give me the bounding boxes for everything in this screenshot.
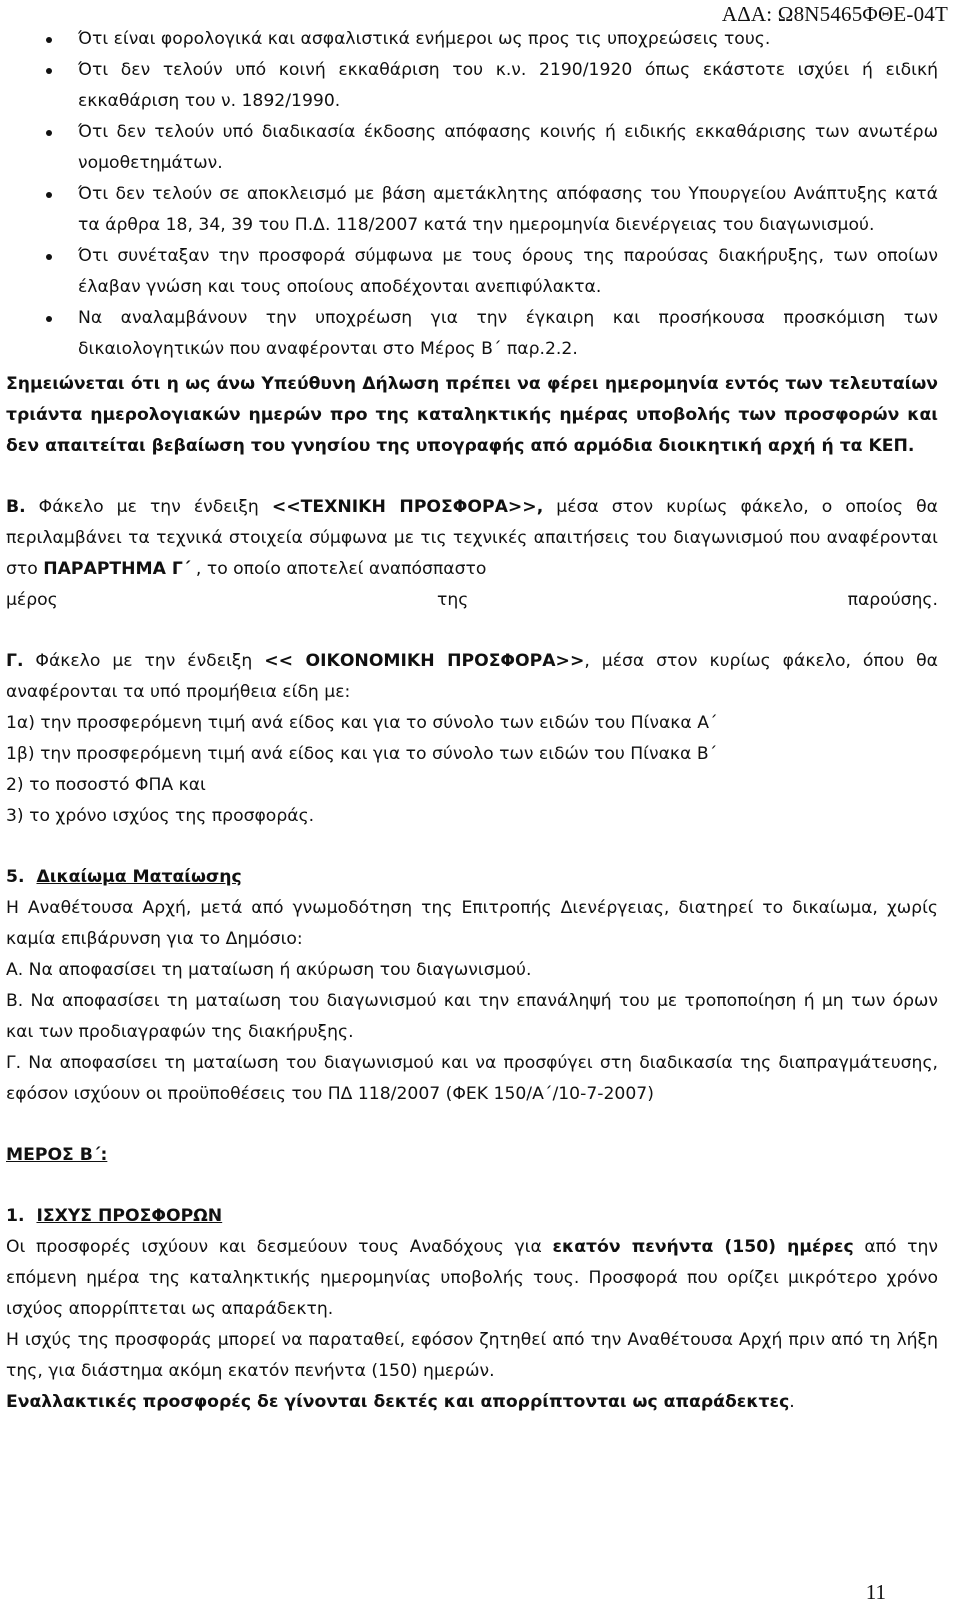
ada-code: ΑΔΑ: Ω8Ν5465ΦΘΕ-04Τ (721, 2, 948, 26)
price-item: 1β) την προσφερόμενη τιμή ανά είδος και για το σύνολο των ειδών του Πίνακα Β΄ (6, 744, 718, 764)
alternatives-paragraph (6, 1387, 938, 1418)
notice-paragraph: Σημειώνεται ότι η ως άνω Υπεύθυνη Δήλωση πρέπει να φέρει ημερομηνία εντός των τελευταίων τριάντα ημερολογιακών ημερών προ της καταληκτικής ημέρας υποβολής των προσφορών και δεν απαιτείται βεβαίωση του γνησίου της υπογραφής από αρμόδια διοικητική αρχή ή τα ΚΕΠ. (6, 374, 938, 456)
validity-text: Οι προσφορές ισχύουν και δεσμεύουν τους Αναδόχους για (6, 1237, 553, 1257)
last-line-word: παρούσης. (847, 590, 938, 610)
section-title: Δικαίωμα Ματαίωσης (36, 867, 242, 887)
part-b-heading: ΜΕΡΟΣ Β΄: (6, 1145, 108, 1165)
bullet-item: Να αναλαμβάνουν την υποχρέωση για την έγκαιρη και προσήκουσα προσκόμιση των δικαιολογητικών που αναφέρονται στο Μέρος Β΄ παρ.2.2. (6, 303, 938, 365)
last-line-word: της (437, 590, 469, 610)
section-b-text: Φάκελο με την ένδειξη (25, 497, 272, 517)
validity-paragraph (6, 1232, 938, 1325)
section-b-text: , το οποίο αποτελεί αναπόσπαστο (190, 559, 487, 579)
section-number: 1. (6, 1206, 25, 1226)
alternatives-text: Εναλλακτικές προσφορές δε γίνονται δεκτές και απορρίπτονται ως απαράδεκτες (6, 1392, 790, 1412)
bullet-item: Ότι δεν τελούν υπό κοινή εκκαθάριση του κ.ν. 2190/1920 όπως εκάστοτε ισχύει ή ειδική εκκαθάριση του ν. 1892/1990. (6, 55, 938, 117)
alternatives-end: . (789, 1392, 795, 1412)
section-c-tag: << ΟΙΚΟΝΟΜΙΚΗ ΠΡΟΣΦΟΡΑ>> (264, 651, 585, 671)
section-5-intro: Η Αναθέτουσα Αρχή, μετά από γνωμοδότηση της Επιτροπής Διενέργειας, διατηρεί το δικαίωμα, χωρίς καμία επιβάρυνση για το Δημόσιο: (6, 898, 938, 949)
bullet-item: Ότι δεν τελούν σε αποκλεισμό με βάση αμετάκλητης απόφασης του Υπουργείου Ανάπτυξης κατά τα άρθρα 18, 34, 39 του Π.Δ. 118/2007 κατά την ημερομηνία διενέργειας του διαγωνισμού. (6, 179, 938, 241)
validity-item: 3) το χρόνο ισχύος της προσφοράς. (6, 806, 315, 826)
section-5-item: Β. Να αποφασίσει τη ματαίωση του διαγωνισμού και την επανάληψή του με τροποποίηση ή μη των όρων και των προδιαγραφών της διακήρυξης. (6, 991, 938, 1042)
section-5-heading (6, 862, 938, 893)
vat-item: 2) το ποσοστό ΦΠΑ και (6, 775, 206, 795)
section-5-item: Α. Να αποφασίσει τη ματαίωση ή ακύρωση του διαγωνισμού. (6, 960, 532, 980)
extension-paragraph: Η ισχύς της προσφοράς μπορεί να παραταθεί, εφόσον ζητηθεί από την Αναθέτουσα Αρχή πριν από τη λήξη της, για διάστημα ακόμη εκατόν πενήντα (150) ημερών. (6, 1330, 938, 1381)
price-item: 1α) την προσφερόμενη τιμή ανά είδος και για το σύνολο των ειδών του Πίνακα Α΄ (6, 713, 718, 733)
section-c-text: , μέσα στον κυρίως φάκελο, όπου θα αναφέρονται τα υπό προμήθεια είδη με: (6, 651, 938, 702)
section-5-item: Γ. Να αποφασίσει τη ματαίωση του διαγωνισμού και να προσφύγει στη διαδικασία της διαπραγμάτευσης, εφόσον ισχύουν οι προϋποθέσεις του ΠΔ 118/2007 (ΦΕΚ 150/Α΄/10-7-2007) (6, 1053, 938, 1104)
section-c-label: Γ. (6, 651, 24, 671)
section-c-text: Φάκελο με την ένδειξη (23, 651, 265, 671)
declaration-bullet-list (6, 24, 938, 365)
bullet-item: Ότι είναι φορολογικά και ασφαλιστικά ενήμεροι ως προς τις υποχρεώσεις τους. (6, 24, 938, 55)
section-b-paragraph (6, 492, 938, 585)
section-number: 5. (6, 867, 25, 887)
section-b-label: Β. (6, 497, 26, 517)
section-b-text: μέσα στον κυρίως φάκελο, ο οποίος θα περιλαμβάνει τα τεχνικά στοιχεία σύμφωνα με τις τεχνικές απαιτήσεις του διαγωνισμού που αναφέρονται στο (6, 497, 939, 579)
section-title: ΙΣΧΥΣ ΠΡΟΣΦΟΡΩΝ (36, 1206, 223, 1226)
section-1-heading (6, 1201, 938, 1232)
bullet-item: Ότι δεν τελούν υπό διαδικασία έκδοσης απόφασης κοινής ή ειδικής εκκαθάρισης των ανωτέρω νομοθετημάτων. (6, 117, 938, 179)
bullet-item: Ότι συνέταξαν την προσφορά σύμφωνα με τους όρους της παρούσας διακήρυξης, των οποίων έλαβαν γνώση και τους οποίους αποδέχονται ανεπιφύλακτα. (6, 241, 938, 303)
document-body (6, 24, 938, 1418)
section-b-tag: <<ΤΕΧΝΙΚΗ ΠΡΟΣΦΟΡΑ>>, (271, 497, 544, 517)
validity-period: εκατόν πενήντα (150) ημέρες (552, 1237, 854, 1257)
annex-reference: ΠΑΡΑΡΤΗΜΑ Γ΄ (43, 559, 191, 579)
validity-text: από την επόμενη ημέρα της καταληκτικής ημερομηνίας υποβολής τους. Προσφορά που ορίζει μικρότερο χρόνο ισχύος απορρίπτεται ως απαράδεκτη. (6, 1237, 938, 1319)
section-b-last-line (6, 585, 938, 616)
last-line-word: μέρος (6, 590, 58, 610)
section-c-paragraph (6, 646, 938, 708)
page-number: 11 (865, 1580, 886, 1604)
